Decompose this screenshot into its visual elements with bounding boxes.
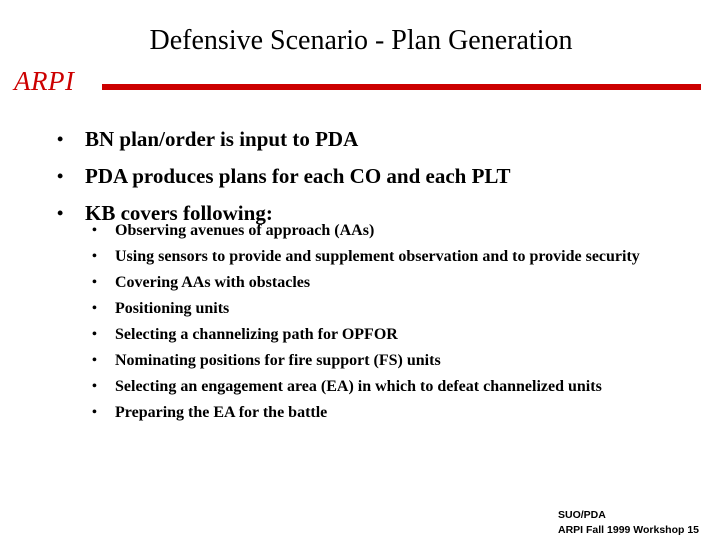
bullet-icon: • [92,275,97,290]
sub-bullet-item [92,350,692,373]
slide-title: Defensive Scenario - Plan Generation [149,25,573,56]
sub-bullet-item [92,402,692,425]
bullet-icon: • [57,166,64,186]
sub-bullet-text: Using sensors to provide and supplement observation and to provide security [115,248,640,265]
bullet-icon: • [92,379,97,394]
arpi-logo: ARPI [14,66,75,96]
sub-bullet-text: Selecting a channelizing path for OPFOR [115,326,398,343]
sub-bullet-item [92,246,692,269]
sub-bullet-item [92,376,692,399]
sub-bullet-text: Preparing the EA for the battle [115,404,328,421]
main-bullet-text: KB covers following: [85,201,273,225]
bullet-icon: • [92,301,97,316]
bullet-icon: • [92,327,97,342]
sub-bullet-text: Nominating positions for fire support (FS) units [115,352,441,369]
sub-bullet-text: Selecting an engagement area (EA) in which to defeat channelized units [115,378,602,395]
bullet-icon: • [57,203,64,223]
sub-bullet-text: Covering AAs with obstacles [115,274,311,291]
title-rule [102,84,701,90]
footer-project: SUO/PDA [558,509,606,521]
main-bullet-text: BN plan/order is input to PDA [85,127,359,151]
sub-bullet-item [92,272,692,295]
main-bullet-item [57,121,697,158]
slide-footer [558,508,699,538]
main-bullet-item [57,158,697,195]
main-bullet-text: PDA produces plans for each CO and each PLT [85,164,511,188]
bullet-icon: • [92,249,97,264]
bullet-icon: • [92,405,97,420]
bullet-icon: • [92,223,97,238]
bullet-icon: • [57,129,64,149]
sub-bullet-item [92,324,692,347]
main-bullet-list [57,121,697,232]
kb-sub-bullet-list [92,220,692,428]
sub-bullet-text: Positioning units [115,300,230,317]
bullet-icon: • [92,353,97,368]
sub-bullet-item [92,220,692,243]
footer-workshop-page: ARPI Fall 1999 Workshop 15 [558,524,700,536]
sub-bullet-item [92,298,692,321]
sub-bullet-text: Observing avenues of approach (AAs) [115,222,375,239]
